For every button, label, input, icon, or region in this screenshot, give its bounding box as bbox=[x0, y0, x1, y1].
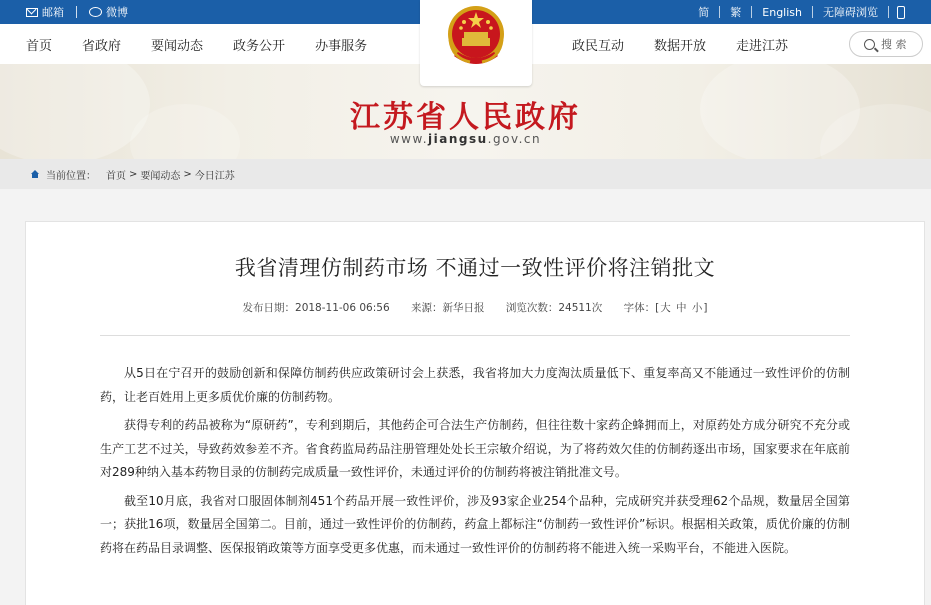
nav-item-open-data[interactable]: 数据开放 bbox=[654, 38, 707, 54]
nav-item-provincial-government[interactable]: 省政府 bbox=[82, 38, 122, 54]
font-size-selector bbox=[624, 302, 708, 314]
site-url-suffix: .gov.cn bbox=[487, 132, 542, 146]
breadcrumb bbox=[0, 159, 931, 189]
home-icon bbox=[30, 170, 40, 179]
view-count: 浏览次数：24511次 bbox=[505, 302, 603, 314]
site-url-prefix: www. bbox=[389, 132, 429, 146]
search-button[interactable] bbox=[849, 31, 923, 57]
article-meta bbox=[26, 300, 924, 315]
site-url bbox=[0, 132, 931, 146]
weibo-icon bbox=[89, 7, 102, 17]
article-body bbox=[100, 362, 850, 560]
breadcrumb-item-news[interactable]: 要闻动态 bbox=[140, 170, 181, 182]
mail-link[interactable] bbox=[26, 4, 64, 20]
article-source: 来源：新华日报 bbox=[410, 302, 485, 314]
site-title[interactable]: 江苏省人民政府 bbox=[350, 100, 581, 135]
english-link[interactable]: English bbox=[762, 5, 802, 19]
weibo-label: 微博 bbox=[106, 6, 128, 19]
nav-item-news[interactable]: 要闻动态 bbox=[151, 38, 204, 54]
divider bbox=[888, 6, 889, 18]
font-size-large[interactable]: 大 bbox=[660, 302, 671, 314]
nav-item-public-affairs[interactable]: 政务公开 bbox=[233, 38, 286, 54]
mobile-icon[interactable] bbox=[897, 6, 905, 19]
top-links bbox=[26, 4, 128, 20]
breadcrumb-label: 当前位置： bbox=[46, 170, 96, 182]
traditional-chinese-link[interactable]: 繁 bbox=[730, 6, 742, 19]
nav-item-interaction[interactable]: 政民互动 bbox=[572, 38, 625, 54]
nav-right bbox=[572, 24, 818, 64]
breadcrumb-item-home[interactable]: 首页 bbox=[106, 170, 126, 182]
mail-label: 邮箱 bbox=[42, 6, 64, 19]
search-icon bbox=[864, 39, 875, 50]
divider bbox=[100, 335, 850, 336]
accessibility-link[interactable]: 无障碍浏览 bbox=[823, 6, 878, 19]
divider bbox=[76, 6, 77, 18]
weibo-link[interactable] bbox=[89, 4, 128, 20]
article-title: 我省清理仿制药市场 不通过一致性评价将注销批文 bbox=[234, 256, 716, 280]
national-emblem-icon bbox=[444, 0, 508, 72]
nav-left bbox=[26, 24, 397, 64]
simplified-chinese-link[interactable]: 简 bbox=[698, 6, 710, 19]
article-panel bbox=[25, 221, 925, 605]
article-paragraph: 截至10月底，我省对口服固体制剂451个药品开展一致性评价，涉及93家企业254个品种，完成研究并获受理62个品规，数量居全国第一；获批16项，数量居全国第二。目前，通过一致性评价的仿制药，药盒上都标注“仿制药一致性评价”标识。根据相关政策，质优价廉的仿制药将在药品目录调整、医保报销政策等方面享受更多优惠，而未通过一致性评价的仿制药将不能进入统一采购平台，不能进入医院。 bbox=[100, 493, 850, 555]
nav-item-about-jiangsu[interactable]: 走进江苏 bbox=[736, 38, 789, 54]
search-label: 搜 索 bbox=[881, 38, 907, 51]
top-right-links bbox=[688, 4, 905, 20]
national-emblem-tab[interactable] bbox=[420, 0, 532, 86]
font-size-label: 字体：[ bbox=[623, 302, 660, 314]
breadcrumb-item-today-jiangsu[interactable]: 今日江苏 bbox=[194, 170, 235, 182]
article-paragraph: 获得专利的药品被称为“原研药”，专利到期后，其他药企可合法生产仿制药，但往往数十家药企蜂拥而上，对原药处方成分研究不充分或生产工艺不过关，导致药效参差不齐。省食药监局药品注册管理处处长王宗敏介绍说，为了将药效欠佳的仿制药逐出市场，国家要求在年底前对289种纳入基本药物目录的仿制药完成质量一致性评价，未通过评价的仿制药将被注销批准文号。 bbox=[100, 418, 850, 479]
publish-date: 发布日期：2018-11-06 06:56 bbox=[242, 302, 390, 314]
font-size-close: ] bbox=[703, 302, 708, 314]
nav-item-services[interactable]: 办事服务 bbox=[315, 38, 368, 54]
font-size-medium[interactable]: 中 bbox=[676, 302, 687, 314]
font-size-small[interactable]: 小 bbox=[691, 302, 703, 314]
breadcrumb-separator: > bbox=[183, 168, 192, 180]
nav-item-home[interactable]: 首页 bbox=[26, 38, 53, 54]
mail-icon bbox=[26, 8, 38, 17]
article-paragraph: 从5日在宁召开的鼓励创新和保障仿制药供应政策研讨会上获悉，我省将加大力度淘汰质量低下、重复率高又不能通过一致性评价的仿制药，让老百姓用上更多质优价廉的仿制药物。 bbox=[100, 366, 850, 404]
site-url-domain: jiangsu bbox=[428, 132, 488, 146]
breadcrumb-separator: > bbox=[129, 168, 138, 180]
